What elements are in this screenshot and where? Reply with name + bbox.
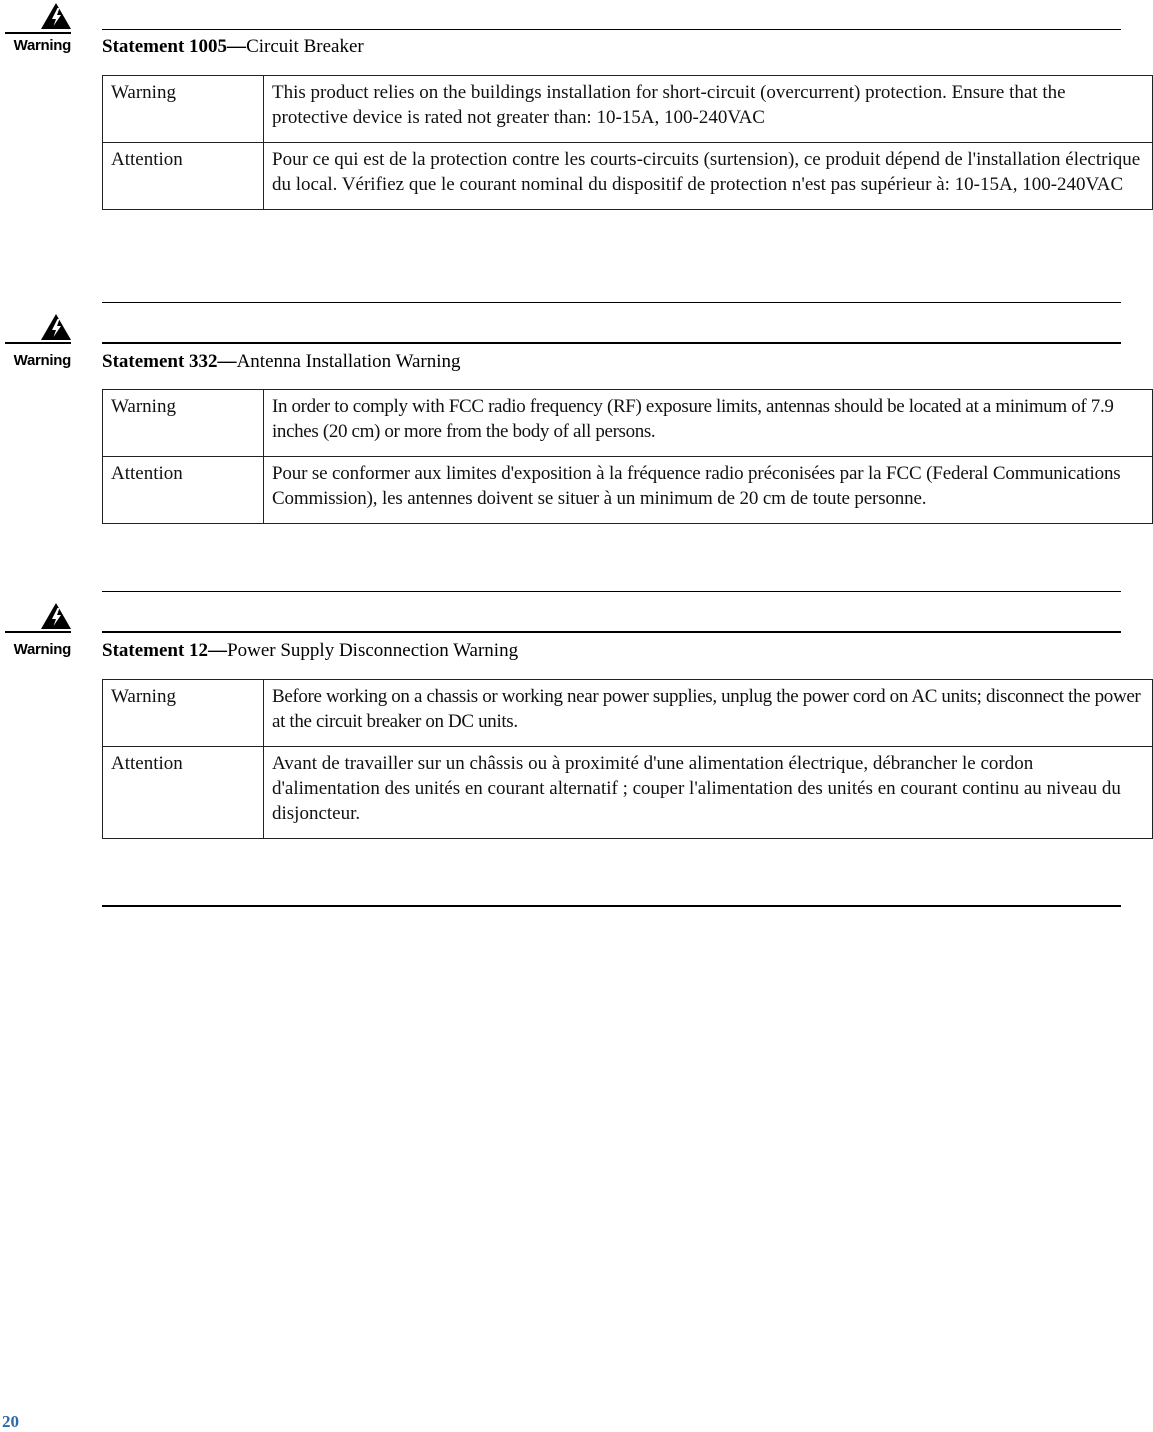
statement-title	[102, 36, 364, 58]
warning-label: Warning	[13, 352, 71, 369]
statement-subject: Power Supply Disconnection Warning	[227, 640, 519, 661]
language-cell: Attention	[103, 457, 264, 524]
statement-subject: Circuit Breaker	[246, 36, 364, 57]
statement-text-cell: Pour ce qui est de la protection contre les courts-circuits (surtension), ce produit dépend de l'installation électrique du local. Vérifiez que le courant nominal du dispositif de protection n'est pas supérieur à: 10-15A, 100-240VAC	[264, 143, 1153, 210]
statement-top-rule	[102, 631, 1121, 633]
warning-label: Warning	[13, 37, 71, 54]
statement-table	[102, 75, 1153, 210]
language-cell: Warning	[103, 390, 264, 457]
warning-triangle-icon	[40, 313, 72, 341]
statement-text-cell: Before working on a chassis or working near power supplies, unplug the power cord on AC units; disconnect the power at the circuit breaker on DC units.	[264, 680, 1153, 747]
statement-title	[102, 640, 518, 662]
language-cell: Warning	[103, 680, 264, 747]
table-row	[103, 76, 1153, 143]
statement-end-rule	[102, 905, 1121, 907]
table-row	[103, 457, 1153, 524]
statement-top-rule	[102, 29, 1121, 30]
table-row	[103, 143, 1153, 210]
page-number: 20	[2, 1412, 19, 1431]
table-row	[103, 390, 1153, 457]
statement-text-cell: This product relies on the buildings installation for short-circuit (overcurrent) protection. Ensure that the protective device is rated not greater than: 10-15A, 100-240VAC	[264, 76, 1153, 143]
statement-text-cell: Avant de travailler sur un châssis ou à proximité d'une alimentation électrique, débrancher le cordon d'alimentation des unités en courant alternatif ; couper l'alimentation des unités en courant continu au niveau du disjoncteur.	[264, 747, 1153, 839]
statement-number: Statement 1005—	[102, 36, 247, 57]
language-cell: Warning	[103, 76, 264, 143]
language-cell: Attention	[103, 143, 264, 210]
table-row	[103, 747, 1153, 839]
icon-underline	[5, 32, 71, 34]
statement-number: Statement 12—	[102, 640, 228, 661]
statement-top-rule	[102, 342, 1121, 344]
statement-number: Statement 332—	[102, 351, 237, 372]
statement-text-cell: In order to comply with FCC radio frequency (RF) exposure limits, antennas should be located at a minimum of 7.9 inches (20 cm) or more from the body of all persons.	[264, 390, 1153, 457]
statement-table	[102, 389, 1153, 524]
warning-label: Warning	[13, 641, 71, 658]
statement-text-cell: Pour se conformer aux limites d'exposition à la fréquence radio préconisées par la FCC (Federal Communications Commission), les antennes doivent se situer à un minimum de 20 cm de toute personne.	[264, 457, 1153, 524]
statement-end-rule	[102, 591, 1121, 592]
statement-subject: Antenna Installation Warning	[236, 351, 461, 372]
table-row	[103, 680, 1153, 747]
warning-triangle-icon	[40, 602, 72, 630]
icon-underline	[5, 342, 71, 344]
icon-underline	[5, 631, 71, 633]
warning-triangle-icon	[40, 2, 72, 30]
statement-title	[102, 351, 461, 373]
statement-table	[102, 679, 1153, 839]
language-cell: Attention	[103, 747, 264, 839]
statement-end-rule	[102, 302, 1121, 303]
